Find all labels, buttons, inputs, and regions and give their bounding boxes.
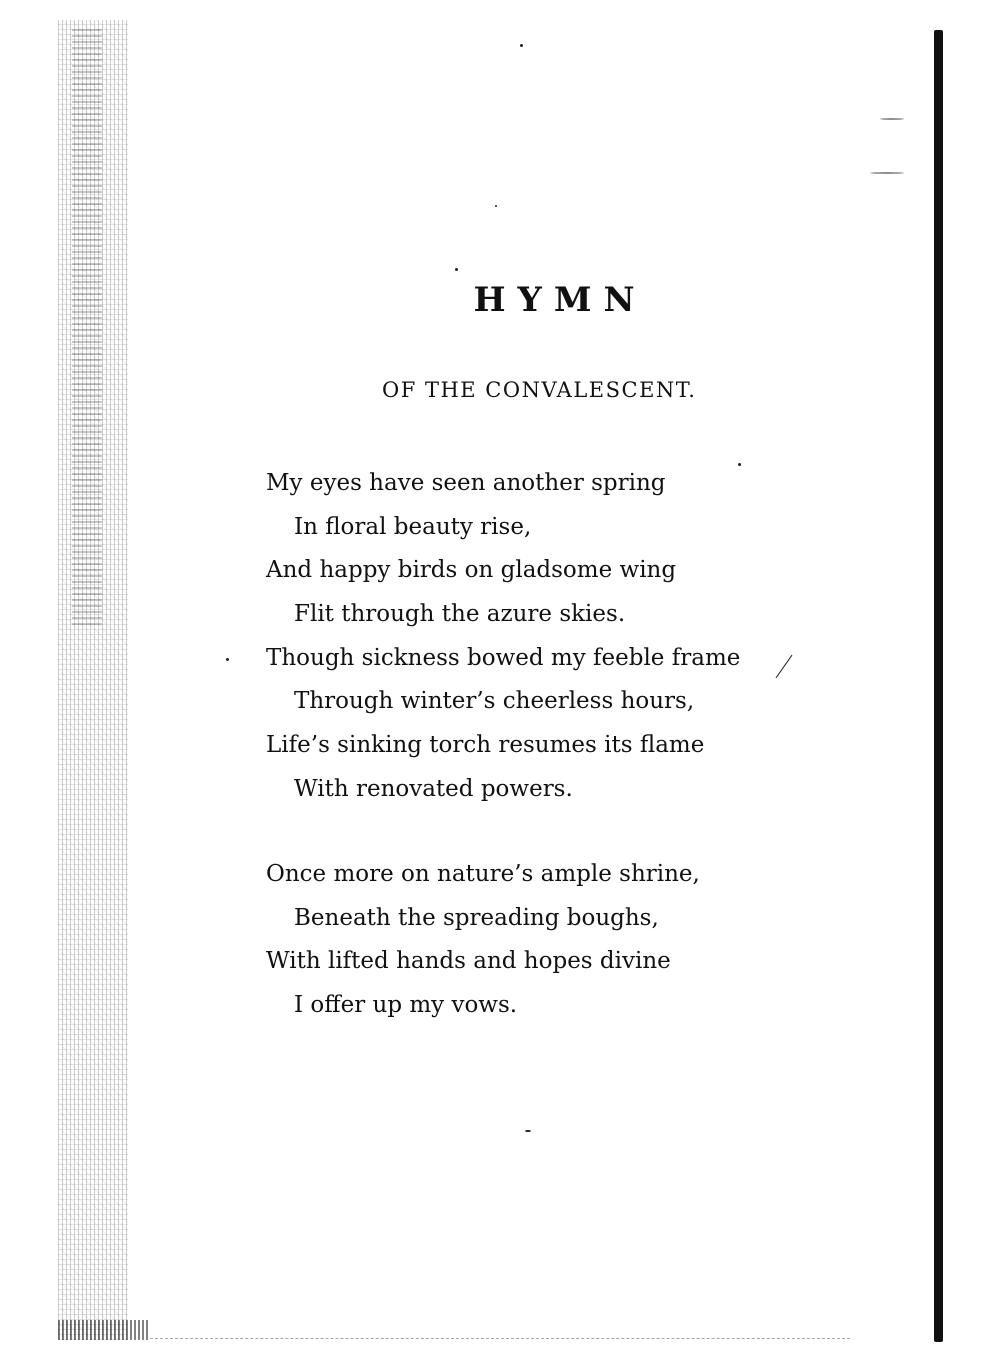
scan-speck bbox=[226, 658, 229, 661]
right-edge-rule bbox=[934, 30, 943, 1342]
verse-line: Flit through the azure skies. bbox=[294, 601, 626, 628]
verse-line: And happy birds on gladsome wing bbox=[266, 557, 677, 584]
bottom-page-edge bbox=[150, 1338, 850, 1339]
stanza-2 bbox=[266, 853, 700, 1028]
verse-line: With renovated powers. bbox=[294, 775, 573, 802]
page-subtitle: OF THE CONVALESCENT. bbox=[382, 378, 697, 402]
page-title: HYMN bbox=[473, 280, 647, 320]
verse-line: I offer up my vows. bbox=[294, 992, 518, 1019]
verse-line: With lifted hands and hopes divine bbox=[266, 948, 671, 975]
stanza-1 bbox=[266, 462, 740, 812]
binding-gutter-bottom bbox=[58, 1320, 148, 1340]
scan-speck bbox=[520, 44, 523, 47]
verse-line: In floral beauty rise, bbox=[294, 513, 532, 540]
verse-line: Beneath the spreading boughs, bbox=[294, 904, 659, 931]
pencil-mark bbox=[776, 655, 793, 679]
verse-line: My eyes have seen another spring bbox=[266, 470, 666, 496]
scan-speck bbox=[870, 172, 904, 174]
scan-speck bbox=[455, 268, 458, 271]
verse-line: Life’s sinking torch resumes its flame bbox=[266, 732, 705, 759]
scan-speck bbox=[525, 1130, 531, 1132]
binding-gutter-dark bbox=[72, 25, 102, 625]
scan-speck bbox=[495, 205, 497, 207]
verse-line: Once more on nature’s ample shrine, bbox=[266, 861, 700, 887]
verse-line: Though sickness bowed my feeble frame bbox=[266, 644, 741, 671]
verse-line: Through winter’s cheerless hours, bbox=[294, 688, 695, 715]
scan-speck bbox=[880, 118, 904, 120]
